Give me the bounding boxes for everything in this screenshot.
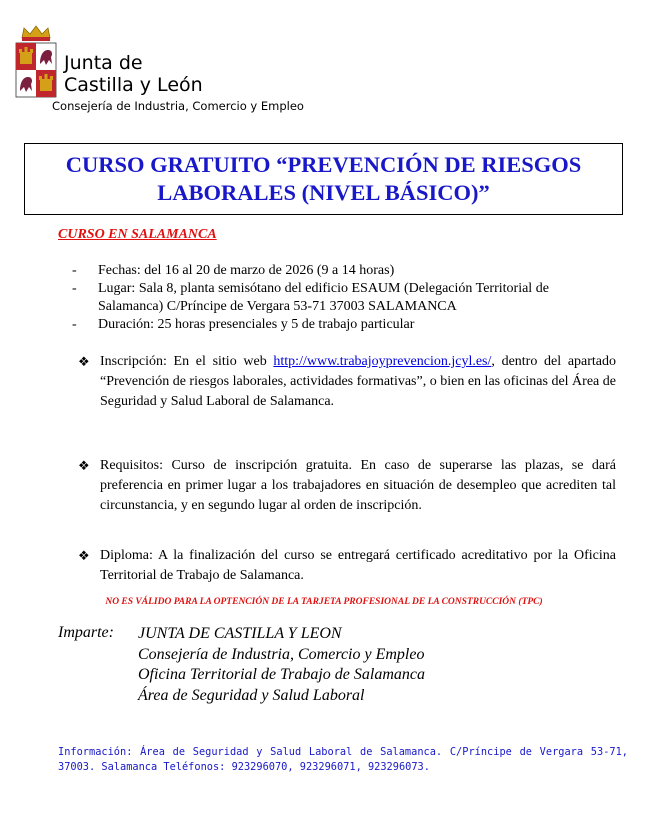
detail-item-dates — [72, 262, 612, 280]
course-details-list — [72, 262, 612, 334]
shield-icon — [16, 43, 56, 97]
diploma-text: Diploma: A la finalización del curso se entregará certificado acreditativo por la Oficina Territorial de Trabajo de Salamanca. — [100, 548, 616, 583]
detail-item-place — [72, 280, 612, 316]
imparte-label: Imparte: — [58, 624, 114, 641]
organization-name — [64, 52, 203, 96]
contact-information: Información: Área de Seguridad y Salud Laboral de Salamanca. C/Príncipe de Vergara 53-71, 37003. Salamanca Teléfonos: 923296070, 923296071, 923296073. — [58, 746, 628, 773]
department-name: Consejería de Industria, Comercio y Empleo — [52, 99, 304, 113]
course-location-heading: CURSO EN SALAMANCA — [58, 227, 217, 242]
crown-icon — [22, 26, 50, 41]
detail-item-duration — [72, 316, 612, 334]
organization-name-line1: Junta de — [64, 52, 143, 74]
detail-text: Fechas: del 16 al 20 de marzo de 2026 (9 a 14 horas) — [98, 263, 395, 278]
detail-text: Lugar: Sala 8, planta semisótano del edificio ESAUM (Delegación Territorial de Salamanca) C/Príncipe de Vergara 53-71 37003 SALAMANCA — [98, 281, 549, 314]
inscription-text — [78, 352, 616, 412]
organization-name-line2: Castilla y León — [64, 74, 203, 96]
coat-of-arms-logo — [14, 24, 58, 98]
imparte-organizations — [138, 624, 425, 706]
diamond-bullet-icon: ❖ — [78, 354, 90, 369]
imparte-line: JUNTA DE CASTILLA Y LEON — [138, 625, 342, 642]
inscription-paragraph — [78, 352, 616, 412]
imparte-line: Área de Seguridad y Salud Laboral — [138, 686, 365, 704]
imparte-line: Consejería de Industria, Comercio y Empleo — [138, 645, 425, 663]
inscription-text-after: , dentro del apartado “Prevención de riesgos laborales, actividades formativas”, o bien en las oficinas del Área de Seguridad y Salud Laboral de Salamanca. — [100, 354, 617, 409]
inscription-text-before: Inscripción: En el sitio web — [100, 354, 274, 369]
imparte-line: Oficina Territorial de Trabajo de Salamanca — [138, 666, 425, 683]
diploma-paragraph — [78, 546, 616, 586]
requirements-text: Requisitos: Curso de inscripción gratuita. En caso de superarse las plazas, se dará preferencia en primer lugar a los trabajadores en situación de desempleo que acrediten tal circunstancia, y en segundo lugar al orden de inscripción. — [100, 458, 616, 513]
tpc-warning: NO ES VÁLIDO PARA LA OPTENCIÓN DE LA TARJETA PROFESIONAL DE LA CONSTRUCCIÓN (TPC) — [105, 597, 543, 607]
course-title-line1: CURSO GRATUITO “PREVENCIÓN DE RIESGOS — [65, 152, 582, 177]
course-title-line2: LABORALES (NIVEL BÁSICO)” — [157, 180, 490, 205]
list-dash: - — [72, 263, 77, 278]
detail-text: Duración: 25 horas presenciales y 5 de trabajo particular — [98, 317, 415, 332]
list-dash: - — [72, 281, 77, 296]
requirements-paragraph — [78, 456, 616, 516]
diamond-bullet-icon: ❖ — [78, 548, 90, 563]
diamond-bullet-icon: ❖ — [78, 458, 90, 473]
list-dash: - — [72, 317, 77, 332]
inscription-website-link[interactable]: http://www.trabajoyprevencion.jcyl.es/ — [273, 354, 492, 369]
course-title-box — [24, 143, 623, 215]
